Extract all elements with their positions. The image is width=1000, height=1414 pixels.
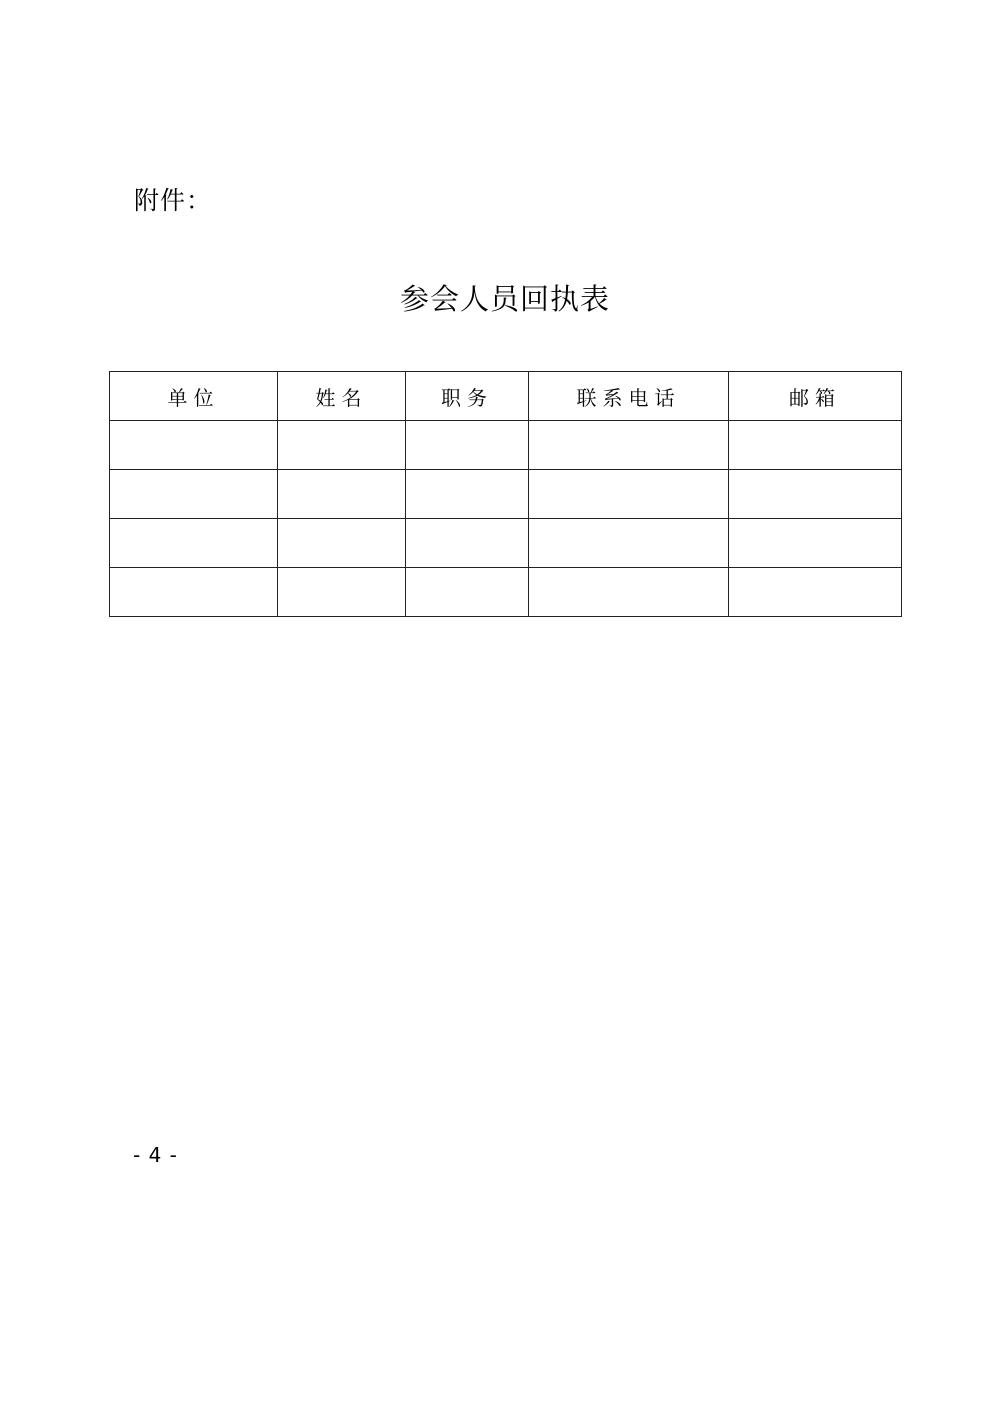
table-cell-name[interactable] — [278, 421, 406, 470]
table-cell-email[interactable] — [729, 421, 902, 470]
column-header-name: 姓名 — [278, 372, 406, 421]
table-cell-name[interactable] — [278, 470, 406, 519]
table-cell-phone[interactable] — [529, 470, 729, 519]
column-header-phone: 联系电话 — [529, 372, 729, 421]
table-cell-position[interactable] — [406, 568, 529, 617]
table-header-row — [110, 372, 902, 421]
table-row — [110, 519, 902, 568]
table-cell-name[interactable] — [278, 519, 406, 568]
table-cell-position[interactable] — [406, 519, 529, 568]
table-cell-name[interactable] — [278, 568, 406, 617]
table-cell-phone[interactable] — [529, 421, 729, 470]
table-cell-position[interactable] — [406, 421, 529, 470]
table-cell-email[interactable] — [729, 470, 902, 519]
table-cell-unit[interactable] — [110, 470, 278, 519]
table-cell-unit[interactable] — [110, 421, 278, 470]
column-header-position: 职务 — [406, 372, 529, 421]
table-cell-phone[interactable] — [529, 568, 729, 617]
table-cell-position[interactable] — [406, 470, 529, 519]
table-cell-email[interactable] — [729, 519, 902, 568]
column-header-email: 邮箱 — [729, 372, 902, 421]
table-cell-email[interactable] — [729, 568, 902, 617]
table-cell-unit[interactable] — [110, 568, 278, 617]
attendee-reply-table — [109, 371, 902, 617]
table-row — [110, 568, 902, 617]
page-number: - 4 - — [133, 1143, 178, 1167]
table-cell-unit[interactable] — [110, 519, 278, 568]
document-title: 参会人员回执表 — [399, 282, 610, 316]
table-row — [110, 470, 902, 519]
attachment-label: 附件： — [134, 186, 213, 215]
table-cell-phone[interactable] — [529, 519, 729, 568]
column-header-unit: 单位 — [110, 372, 278, 421]
table-row — [110, 421, 902, 470]
